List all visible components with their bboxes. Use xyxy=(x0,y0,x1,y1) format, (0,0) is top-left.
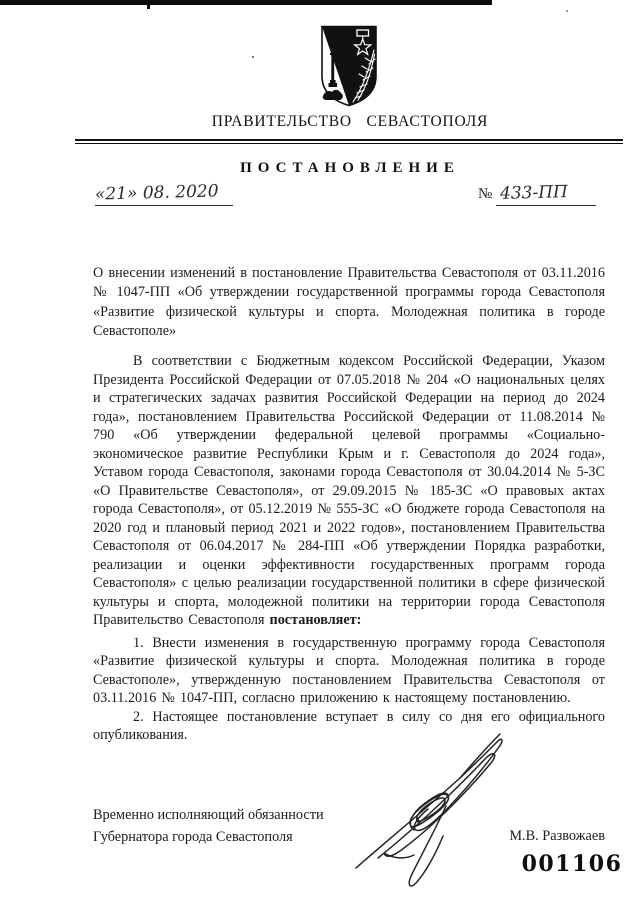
document-subject: О внесении изменений в постановление Правительства Севастополя от 03.11.2016 № 1047-ПП «Об утверждении государственной программы города Севастополя «Развитие физической культуры и спорта. Молодежная политика в городе Севастополе» xyxy=(93,265,605,339)
letterhead-rule xyxy=(75,139,623,144)
signer-position-line2: Губернатора города Севастополя xyxy=(93,828,293,845)
preamble-paragraph xyxy=(93,352,605,630)
document-body xyxy=(93,352,605,745)
sevastopol-emblem-icon xyxy=(319,24,379,108)
document-type-title: ПОСТАНОВЛЕНИЕ xyxy=(240,160,460,176)
preamble-text: В соответствии с Бюджетным кодексом Российской Федерации, Указом Президента Российской Федерации от 07.05.2018 № 204 «О национальных целях и стратегических задачах развития Российской Федерации на период до 2024 года», постановлением Правительства Российской Федерации от 11.08.2014 № 790 «Об утверждении федеральной целевой программы «Социально-экономическое развитие Республики Крым и г. Севастополя до 2024 года», Уставом города Севастополя, законами города Севастополя от 30.04.2014 № 5-ЗС «О Правительстве Севастополя», от 29.09.2015 № 185-ЗС «О правовых актах города Севастополя», от 05.12.2019 № 555-ЗС «О бюджете города Севастополя на 2020 год и плановый период 2021 и 2022 годов», постановлением Правительства Севастополя от 06.04.2017 № 284-ПП «Об утверждении Порядка разработки, реализации и оценки эффективности государственных программ города Севастополя» с целью реализации государственной политики в сфере физической культуры и спорта, молодежной политики на территории города Севастополя Правительство Севастополя xyxy=(93,353,605,628)
handwritten-number: 433-ПП xyxy=(499,182,569,204)
decree-item: 1. Внести изменения в государственную программу города Севастополя «Развитие физической культуры и спорта. Молодежная политика в городе Севастополе», утвержденную постановлением Правительства Севастополя от 03.11.2016 № 1047-ПП, согласно приложению к настоящему постановлению. xyxy=(93,634,605,706)
scan-speck xyxy=(566,10,568,12)
number-field xyxy=(478,183,596,206)
decree-item: 2. Настоящее постановление вступает в силу со дня его официального опубликования. xyxy=(93,708,605,743)
registration-stamp-number: 001106 xyxy=(521,851,623,877)
scan-artifact-bar xyxy=(0,0,492,5)
handwritten-date: «21» 08. 2020 xyxy=(94,181,219,205)
organization-name: ПРАВИТЕЛЬСТВО СЕВАСТОПОЛЯ xyxy=(211,113,489,130)
handwritten-signature xyxy=(348,726,516,898)
decree-word: постановляет: xyxy=(269,612,362,628)
signer-name: М.В. Развожаев xyxy=(509,827,605,844)
signer-position-line1: Временно исполняющий обязанности xyxy=(93,807,324,823)
scan-artifact-tick xyxy=(147,0,150,9)
scan-speck xyxy=(252,56,254,58)
number-label: № xyxy=(478,186,493,202)
date-field xyxy=(95,183,233,206)
signer-position xyxy=(93,805,324,848)
number-underline xyxy=(496,183,596,206)
